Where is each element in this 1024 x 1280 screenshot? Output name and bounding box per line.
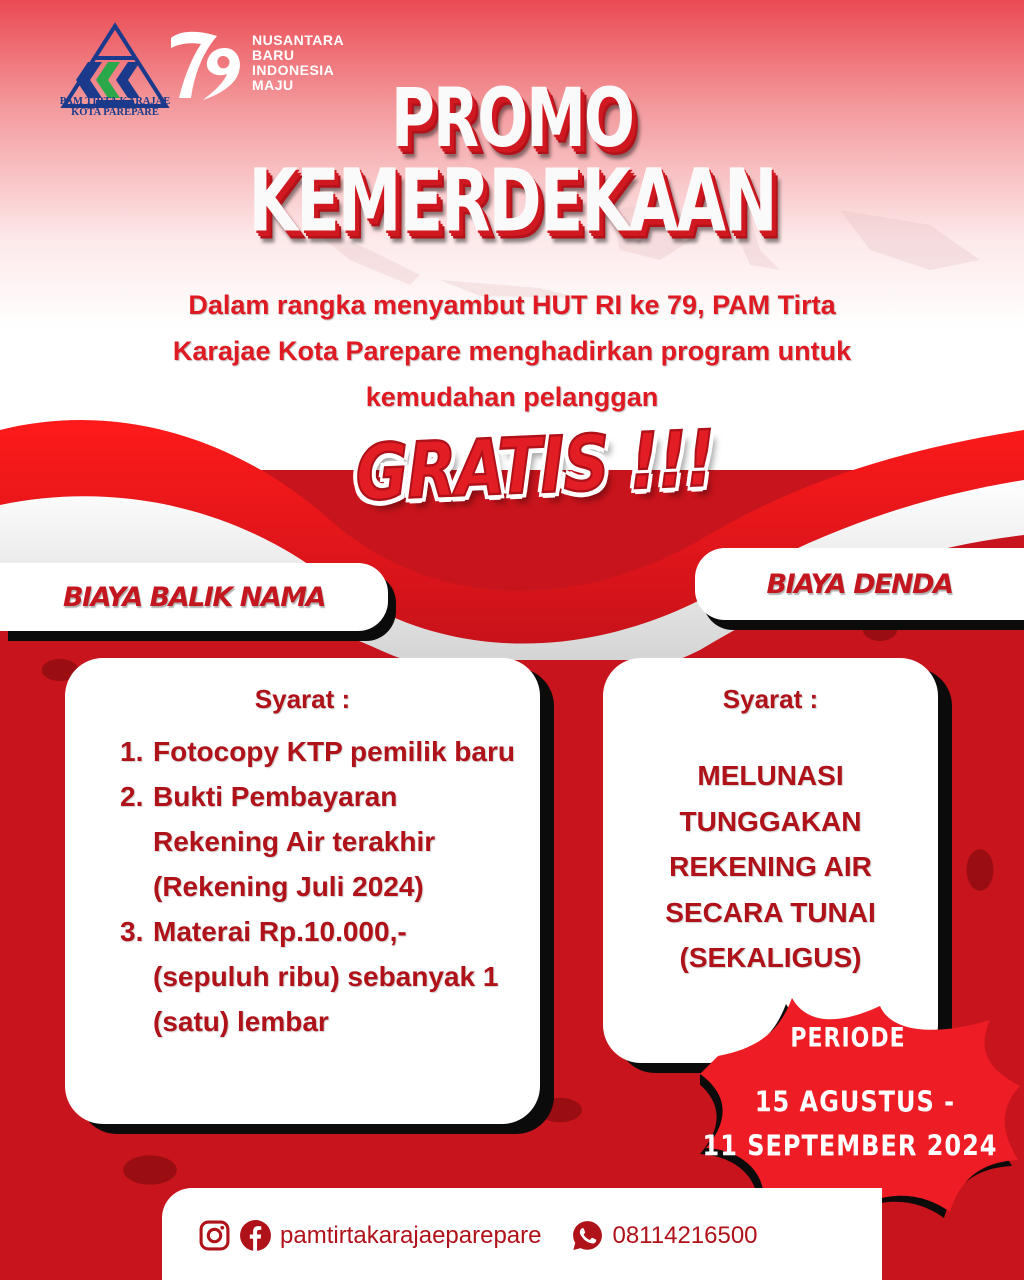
period-title: PERIODE	[790, 1023, 906, 1054]
requirements-card-balik-nama	[65, 658, 540, 1124]
headline-gratis: GRATIS !!!	[354, 415, 716, 519]
category-tab-denda	[695, 548, 1024, 620]
org-logo-caption: PAM TIRTA KARAJAE KOTA PAREPARE	[59, 96, 171, 118]
instagram-icon[interactable]	[198, 1219, 231, 1252]
category-label: BIAYA BALIK NAMA	[63, 581, 325, 613]
whatsapp-icon[interactable]	[571, 1219, 604, 1252]
facebook-icon[interactable]	[239, 1219, 272, 1252]
title-kemerdekaan: KEMERDEKAAN	[248, 152, 776, 252]
list-item: 2. Bukti Pembayaran Rekening Air terakhir (Rekening Juli 2024)	[120, 781, 436, 902]
social-handle[interactable]: pamtirtakarajaeparepare	[280, 1222, 542, 1249]
anniversary-tagline: NUSANTARA BARU INDONESIA MAJU	[252, 32, 345, 93]
requirements-heading: Syarat :	[722, 684, 819, 714]
requirements-heading: Syarat :	[254, 684, 351, 714]
period-end-date: 11 SEPTEMBER 2024	[702, 1129, 998, 1163]
contact-footer	[162, 1188, 882, 1280]
intro-paragraph: Dalam rangka menyambut HUT RI ke 79, PAM Tirta Karajae Kota Parepare menghadirkan program untuk kemudahan pelanggan	[172, 290, 852, 412]
whatsapp-number[interactable]: 08114216500	[612, 1222, 758, 1249]
category-label: BIAYA DENDA	[766, 568, 953, 600]
title-promo: PROMO	[391, 71, 633, 167]
category-tab-balik-nama	[0, 563, 388, 631]
requirements-list	[120, 729, 540, 1044]
period-start-date: 15 AGUSTUS -	[754, 1085, 956, 1119]
list-item: 3. Materai Rp.10.000,- (sepuluh ribu) sebanyak 1 (satu) lembar	[120, 916, 499, 1037]
list-item: 1. Fotocopy KTP pemilik baru	[120, 736, 515, 767]
denda-requirement-text: MELUNASI TUNGGAKAN REKENING AIR SECARA TUNAI (SEKALIGUS)	[665, 760, 876, 973]
